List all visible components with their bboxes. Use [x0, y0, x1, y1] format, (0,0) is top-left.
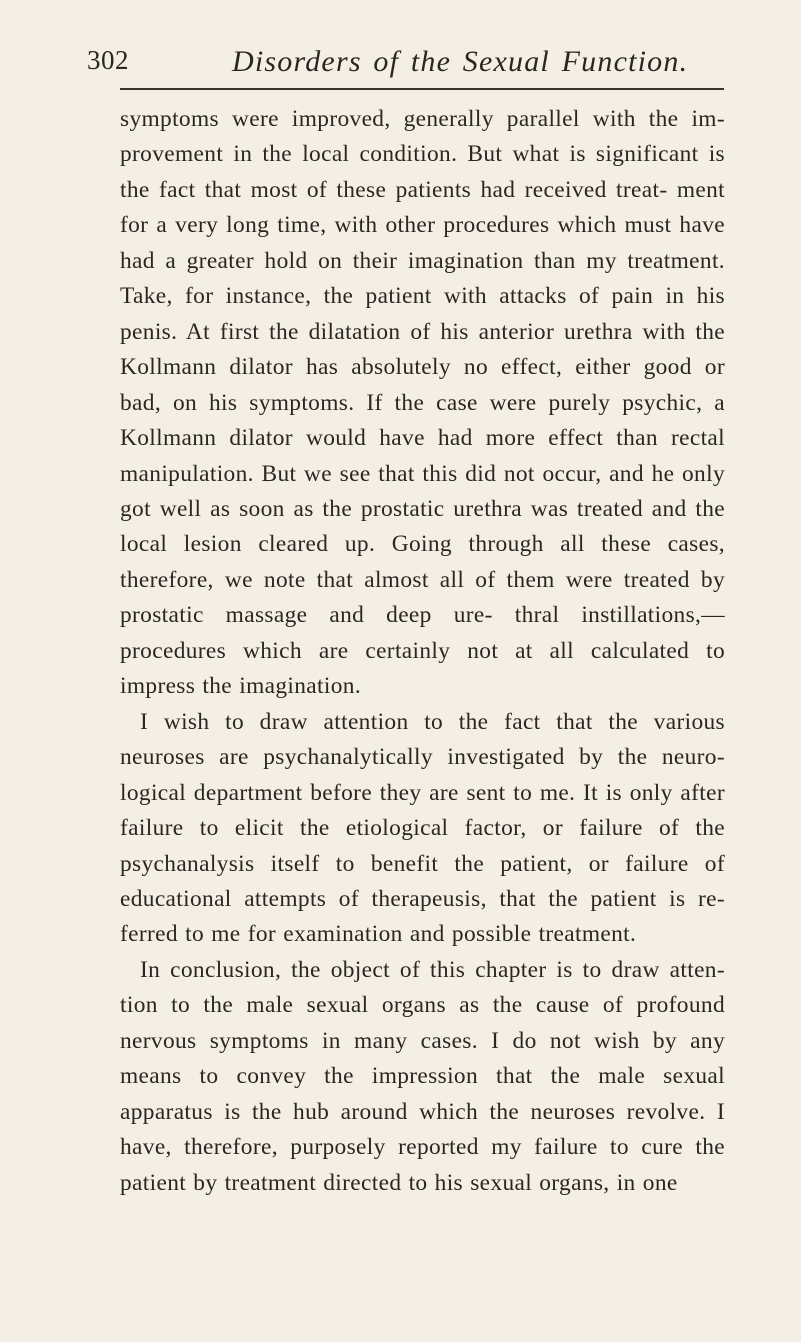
header-rule — [120, 88, 724, 90]
running-head — [0, 40, 801, 84]
paragraph-conclusion: In conclusion, the object of this chapter is to draw atten- tion to the male sexual organs as the cause of profound nervous symptoms in many cases. I do not wish by any means to convey the impression that the male sexual apparatus is the hub around which the neuroses revolve. I have, therefore, purposely reported my failure to cure the patient by treatment directed to his sexual organs, in one — [120, 956, 725, 1196]
paragraph-continuation: symptoms were improved, generally parallel with the im- provement in the local condition. But what is significant is the fact that most of these patients had received treat- ment for a very long time, with other procedures which must have had a greater hold on their imagination than my treatment. Take, for instance, the patient with attacks of pain in his penis. At first the dilatation of his anterior urethra with the Kollmann dilator has absolutely no effect, either good or bad, on his symptoms. If the case were purely psychic, a Kollmann dilator would have had more effect than rectal manipulation. But we see that this did not occur, and he only got well as soon as the prostatic urethra was treated and the local lesion cleared up. Going through all these cases, therefore, we note that almost all of them were treated by prostatic massage and deep ure- thral instillations,—procedures which are certainly not at all calculated to impress the imagination. — [120, 106, 725, 700]
page-number: 302 — [87, 45, 129, 75]
running-title: Disorders of the Sexual Function. — [232, 45, 689, 78]
paragraph-neuroses: I wish to draw attention to the fact that the various neuroses are psychanalytically investigated by the neuro- logical department before they are sent to me. It is only after failure to elicit the etiological factor, or failure of the psychanalysis itself to benefit the patient, or failure of educational attempts of therapeusis, that the patient is re- ferred to me for examination and possible treatment. — [120, 708, 725, 948]
body-text — [120, 102, 725, 1201]
